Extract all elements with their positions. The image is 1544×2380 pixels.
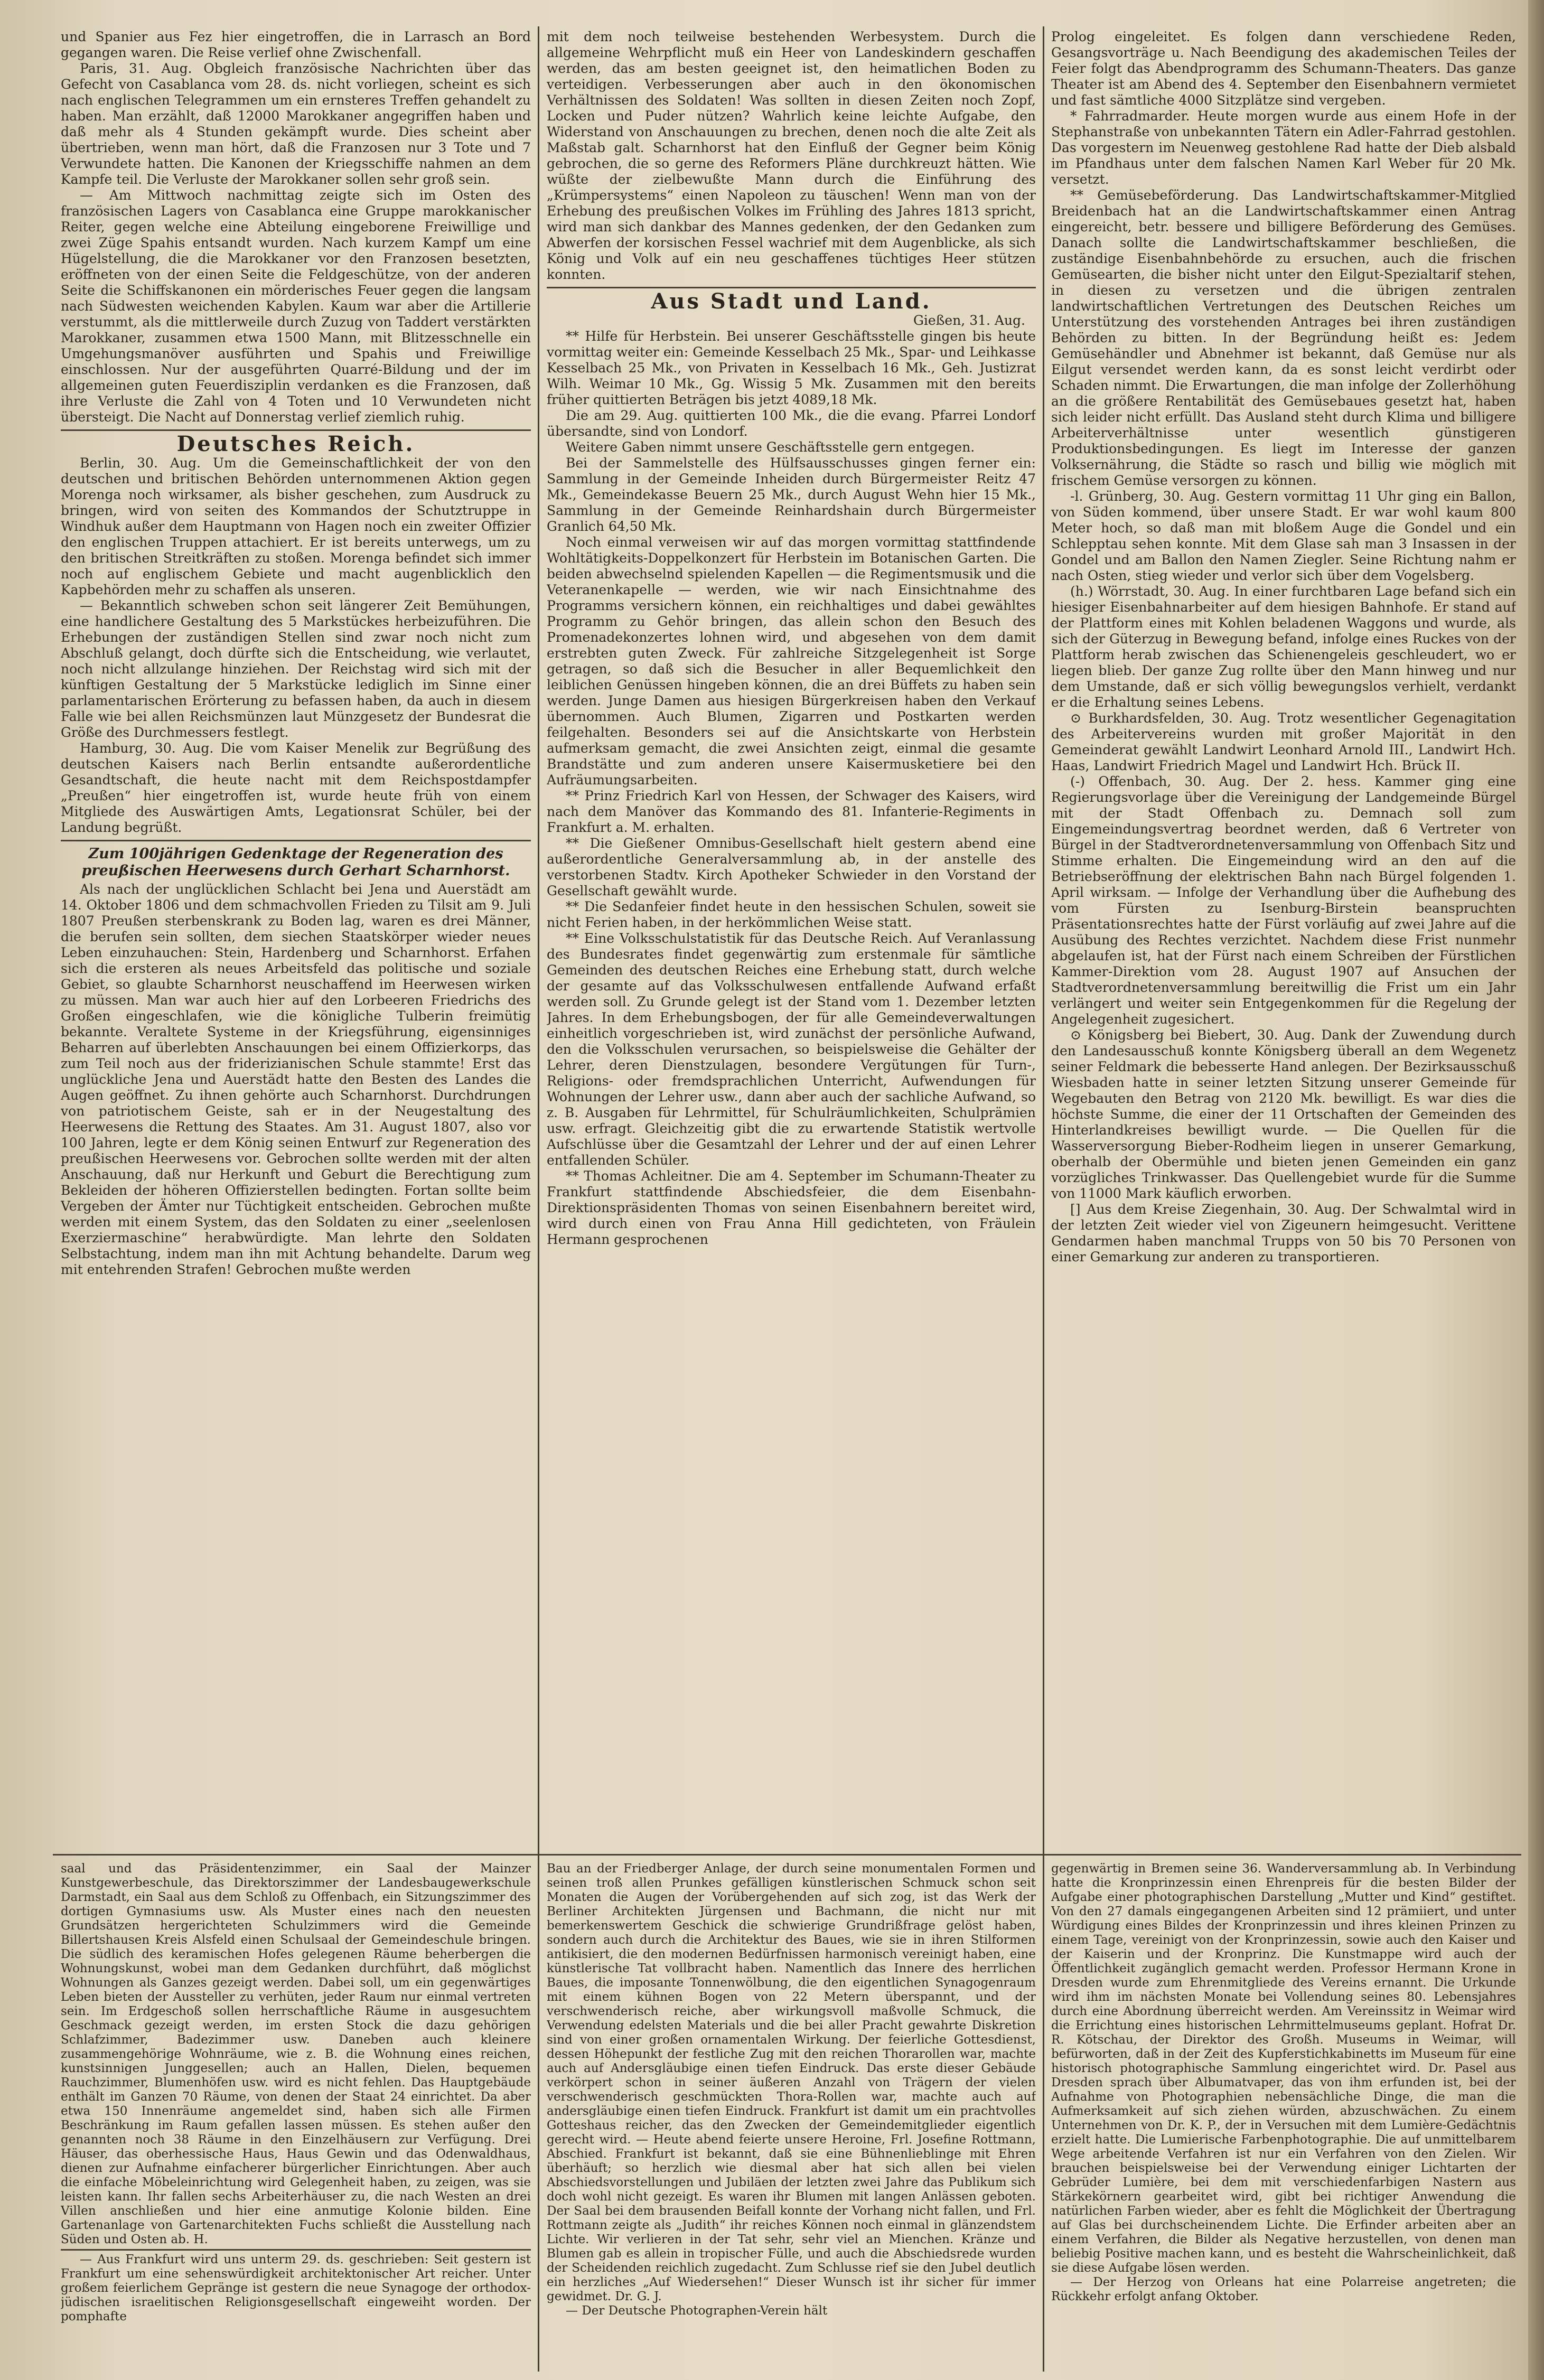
paragraph: gegenwärtig in Bremen seine 36. Wanderversammlung ab. In Verbindung hatte die Kronprinzessin einen Ehrenpreis für die besten Bilder der Aufgabe einer photographischen Darstellung „Mutter und Kind“ gestiftet. Von den 27 damals eingegangenen Arbeiten sind 12 prämiiert, und unter Würdigung eines Bildes der Kronprinzessin und ihres kleinen Prinzen zu einem Tage, vereinigt von der Kronprinzessin, sowie auch den Kaiser und der Kaiserin und der Kronprinz. Die Kunstmappe wird auch der Öffentlichkeit zugänglich gemacht werden. Professor Hermann Krone in Dresden wurde zum Ehrenmitgliede des Vereins ernannt. Die Urkunde wird ihm im nächsten Monate bei Vollendung seines 80. Lebensjahres durch eine Abordnung überreicht werden. Am Vereinssitz in Weimar wird die Errichtung eines historischen Lehrmittelmuseums geplant. Hofrat Dr. R. Kötschau, der Direktor des Großh. Museums in Weimar, will befürworten, daß in der Zeit des Kupferstichkabinetts im Museum für eine historisch photographische Sammlung eingerichtet wird. Dr. Pasel aus Dresden sprach über Albumatvaper, das von ihm erfunden ist, bei der Aufnahme von Photographien nebensächliche Dinge, die man die Aufmerksamkeit auf sich ziehen würden, abzuschwächen. Zu einem Unternehmen von Dr. K. P., der in Versuchen mit dem Lumière-Gedächtnis erzielt hatte. Die Lumierische Farbenphotographie. Die auf unmittelbarem Wege arbeitende Verfahren ist nur ein Verfahren von den Zielen. Wir brauchen beispielsweise bei der Verwendung einiger Lichtarten der Gebrüder Lumière, bei dem mit verschiedenfarbigen Nastern aus Stärkekörnern gearbeitet wird, gibt bei richtiger Anwendung die natürlichen Farben wieder, aber es fehlt die Möglichkeit der Übertragung auf Glas bei durchscheinendem Lichte. Die Erfinder arbeiten aber an einem Verfahren, die Bilder als Negative herzustellen, von denen man beliebig Positive machen kann, und es besteht die Wahrscheinlichkeit, daß sie diese Aufgabe lösen werden.	[1051, 1862, 1516, 2275]
paragraph: ⊙ Burkhardsfelden, 30. Aug. Trotz wesentlicher Gegenagitation des Arbeitervereins wurden mit großer Majorität in den Gemeinderat gewählt Landwirt Leonhard Arnold III., Landwirt Hch. Haas, Landwirt Friedrich Magel und Landwirt Hch. Brück II.	[1051, 710, 1516, 773]
paragraph: ** Hilfe für Herbstein. Bei unserer Geschäftsstelle gingen bis heute vormittag weiter ein: Gemeinde Kesselbach 25 Mk., Spar- und Leihkasse Kesselbach 25 Mk., von Privaten in Kesselbach 16 Mk., Geh. Justizrat Wilh. Weimar 10 Mk., Gg. Wissig 5 Mk. Zusammen mit den bereits früher quittierten Beträgen bis jetzt 4089,18 Mk.	[547, 329, 1036, 407]
paragraph: (h.) Wörrstadt, 30. Aug. In einer furchtbaren Lage befand sich ein hiesiger Eisenbahnarbeiter auf dem hiesigen Bahnhofe. Er stand auf der Plattform eines mit Kohlen beladenen Waggons und wurde, als sich der Güterzug in Bewegung befand, infolge eines Ruckes von der Plattform herab zwischen das Schienengeleis geschleudert, wo er liegen blieb. Der ganze Zug rollte über den Mann hinweg und nur dem Umstande, daß er sich völlig bewegungslos verhielt, verdankt er die Erhaltung seines Lebens.	[1051, 584, 1516, 710]
paragraph: und Spanier aus Fez hier eingetroffen, die in Larrasch an Bord gegangen waren. Die Reise verlief ohne Zwischenfall.	[61, 29, 531, 60]
column-1-upper	[61, 29, 531, 1846]
divider	[61, 429, 531, 431]
paragraph: — Der Deutsche Photographen-Verein hält	[566, 2304, 828, 2318]
paragraph: Weitere Gaben nimmt unsere Geschäftsstelle gern entgegen.	[566, 439, 975, 455]
paragraph: — Am Mittwoch nachmittag zeigte sich im Osten des französischen Lagers von Casablanca eine Gruppe marokkanischer Reiter, gegen welche eine Abteilung eingeborene Freiwillige und zwei Züge Spahis entsandt wurden. Nach kurzem Kampf um eine Hügelstellung, die die Marokkaner vor den Franzosen besetzten, eröffneten von der einen Seite die Feldgeschütze, von der anderen Seite die Schiffskanonen ein mörderisches Feuer gegen die langsam nach Südwesten weichenden Kabylen. Kaum war aber die Artillerie verstummt, als die mittlerweile durch Zuzug von Taddert verstärkten Marokkaner, zusammen etwa 1500 Mann, mit Blitzesschnelle ein Umgehungsmanöver ausführten und Spahis und Freiwillige einschlossen. Nur der ausgeführten Quarré-Bildung und der im allgemeinen guten Feuerdisziplin verdanken es die Franzosen, daß ihre Verluste die Zahl von 4 Toten und 10 Verwundeten nicht übersteigt. Die Nacht auf Donnerstag verlief ziemlich ruhig.	[61, 188, 531, 425]
section-divider	[53, 1854, 1521, 1856]
paragraph: — Aus Frankfurt wird uns unterm 29. ds. geschrieben: Seit gestern ist Frankfurt um eine sehenswürdigkeit architektonischer Art reicher. Unter großem feierlichem Gepränge ist gestern die neue Synagoge der orthodox-jüdischen israelitischen Religionsgesellschaft eingeweiht worden. Der pomphafte	[61, 2253, 531, 2323]
paragraph: — Bekanntlich schweben schon seit längerer Zeit Bemühungen, eine handlichere Gestaltung des 5 Markstückes herbeizuführen. Die Erhebungen der zuständigen Stellen sind zwar noch nicht zum Abschluß gelangt, doch dürfte sich die Entscheidung, wie verlautet, noch nicht allzulange hinziehen. Der Reichstag wird sich mit der künftigen Gestaltung der 5 Markstücke lediglich im Sinne einer parlamentarischen Erörterung zu befassen haben, da auch in diesem Falle wie bei allen Reichsmünzen laut Münzgesetz der Bundesrat die Größe des Durchmessers festlegt.	[61, 598, 531, 740]
paragraph: ** Prinz Friedrich Karl von Hessen, der Schwager des Kaisers, wird nach dem Manöver das Kommando des 81. Infanterie-Regiments in Frankfurt a. M. erhalten.	[547, 788, 1036, 835]
paragraph: Prolog eingeleitet. Es folgen dann verschiedene Reden, Gesangsvorträge u. Nach Beendigung des akademischen Teiles der Feier folgt das Abendprogramm des Schumann-Theaters. Das ganze Theater ist am Abend des 4. September den Eisenbahnern vermietet und fast sämtliche 4000 Sitzplätze sind vergeben.	[1051, 29, 1516, 108]
paragraph: ⊙ Königsberg bei Biebert, 30. Aug. Dank der Zuwendung durch den Landesausschuß konnte Königsberg überall an dem Wegenetz seiner Feldmark die bebesserte Hand anlegen. Der Bezirksausschuß Wiesbaden hatte in seiner letzten Sitzung unserer Gemeinde für Wegebauten den Betrag von 2120 Mk. bewilligt. Es war dies die höchste Summe, die einer der 11 Ortschaften der Gemeinden des Hinterlandkreises bewilligt wurde. — Die Quellen für die Wasserversorgung Bieber-Rodheim liegen in unserer Gemarkung, oberhalb der Obermühle und bieten jenen Gemeinden ein ganz vorzügliches Trinkwasser. Das Quellengebiet wurde für die Summe von 11000 Mark käuflich erworben.	[1051, 1027, 1516, 1201]
page-binding-edge	[1528, 0, 1544, 2380]
divider	[547, 287, 1036, 288]
column-rule-1	[538, 26, 539, 2372]
paragraph: Hamburg, 30. Aug. Die vom Kaiser Menelik zur Begrüßung des deutschen Kaisers nach Berlin entsandte außerordentliche Gesandtschaft, die heute nacht mit dem Reichspostdampfer „Preußen“ hier eingetroffen ist, wurde heute früh von einem Mitgliede des Auswärtigen Amts, Legationsrat Schüler, bei der Landung begrüßt.	[61, 741, 531, 835]
divider	[61, 2249, 531, 2251]
dateline: Gießen, 31. Aug.	[913, 313, 1025, 328]
paragraph: * Fahrradmarder. Heute morgen wurde aus einem Hofe in der Stephanstraße von unbekannten Tätern ein Adler-Fahrrad gestohlen. Das vorgestern im Neuenweg gestohlene Rad hatte der Dieb alsbald im Pfandhaus unter dem falschen Namen Karl Weber für 20 Mk. versetzt.	[1051, 108, 1516, 187]
section-title-deutsches-reich: Deutsches Reich.	[176, 432, 415, 456]
column-3-upper	[1051, 29, 1516, 1846]
column-1-lower	[61, 1862, 531, 2372]
paragraph: Paris, 31. Aug. Obgleich französische Nachrichten über das Gefecht von Casablanca vom 28. ds. nicht vorliegen, scheint es sich nach englischen Telegrammen um ein ernsteres Treffen gehandelt zu haben. Man erzählt, daß 12000 Marokkaner angegriffen haben und daß mehr als 4 Stunden gekämpft wurde. Dies scheint aber übertrieben, wenn man hört, daß die Franzosen nur 3 Tote und 7 Verwundete hatten. Die Kanonen der Kriegsschiffe nahmen an dem Kampfe teil. Die Verluste der Marokkaner sollen sehr groß sein.	[61, 61, 531, 187]
paragraph: ** Die Sedanfeier findet heute in den hessischen Schulen, soweit sie nicht Ferien haben, in der herkömmlichen Weise statt.	[547, 899, 1036, 930]
divider	[61, 840, 531, 841]
paragraph: ** Die Gießener Omnibus-Gesellschaft hielt gestern abend eine außerordentliche Generalversammlung ab, in der anstelle des verstorbenen Stadtv. Kirch Apotheker Schwieder in den Vorstand der Gesellschaft gewählt wurde.	[547, 836, 1036, 898]
article-title-scharnhorst: Zum 100jährigen Gedenktage der Regeneration des preußischen Heerwesens durch Gerhart Scharnhorst.	[81, 846, 510, 879]
paragraph: (-) Offenbach, 30. Aug. Der 2. hess. Kammer ging eine Regierungsvorlage über die Vereinigung der Landgemeinde Bürgel mit der Stadt Offenbach zu. Demnach soll zum Eingemeindungsvertrag beordnet werden, daß 6 Vertreter von Bürgel in der Stadtverordnetenversammlung von Offenbach Sitz und Stimme erhalten. Die Eingemeindung wird an den auf die Betriebseröffnung der elektrischen Bahn nach Bürgel folgenden 1. April wirksam. — Infolge der Verhandlung über die Aufhebung des vom Fürsten zu Isenburg-Birstein beanspruchten Präsentationsrechtes hatte der Fürst vorläufig auf zwei Jahre auf die Ausübung des Rechtes verzichtet. Nachdem diese Frist nunmehr abgelaufen ist, hat der Fürst nach einem Schreiben der Fürstlichen Kammer-Direktion vom 28. August 1907 auf Ansuchen der Stadtverordnetenversammlung bereitwillig die Frist um ein Jahr verlängert und weiter sein Entgegenkommen für die Regelung der Angelegenheit zugesichert.	[1051, 774, 1516, 1027]
paragraph: Als nach der unglücklichen Schlacht bei Jena und Auerstädt am 14. Oktober 1806 und dem schmachvollen Frieden zu Tilsit am 9. Juli 1807 Preußen sterbenskrank zu Boden lag, waren es drei Männer, die berufen sein sollten, dem siechen Staatskörper wieder neues Leben einzuhauchen: Stein, Hardenberg und Scharnhorst. Erfahen sich die ersteren als neues Arbeitsfeld das politische und soziale Gebiet, so glaubte Scharnhorst neuschaffend im Heerwesen wirken zu müssen. Man war auch hier auf den Lorbeeren Friedrichs des Großen eingeschlafen, wie die königliche Tulberin freimütig bekannte. Veraltete Systeme in der Kriegsführung, eigensinniges Beharren auf überlebten Anschauungen bei einem Offizierkorps, das zum Teil noch aus der friderizianischen Schule stammte! Erst das unglückliche Jena und Auerstädt hatte den Besten des Landes die Augen geöffnet. Zu ihnen gehörte auch Scharnhorst. Durchdrungen von patriotischem Geiste, sah er in der Neugestaltung des Heerwesens die Rettung des Staates. Am 31. August 1807, also vor 100 Jahren, legte er dem König seinen Entwurf zur Regeneration des preußischen Heerwesens vor. Gebrochen sollte werden mit der alten Anschauung, daß nur Herkunft und Geburt die Berechtigung zum Bekleiden der höheren Offizierstellen bedingten. Fortan sollte beim Vergeben der Ämter nur Tüchtigkeit entscheiden. Gebrochen mußte werden mit einem System, das den Soldaten zu einer „seelenlosen Exerziermaschine“ herabwürdigte. Man lehrte den Soldaten Selbstachtung, indem man ihn mit Achtung behandelte. Darum weg mit entehrenden Strafen! Gebrochen mußte werden	[61, 882, 531, 1277]
paragraph: ** Thomas Achleitner. Die am 4. September im Schumann-Theater zu Frankfurt stattfindende Abschiedsfeier, die dem Eisenbahn-Direktionspräsidenten Thomas von seinen Eisenbahnern bereitet wird, wird durch einen von Frau Anna Hill gedichteten, von Fräulein Hermann gesprochenen	[547, 1168, 1036, 1247]
section-title-stadt-und-land: Aus Stadt und Land.	[651, 289, 932, 314]
paragraph: Noch einmal verweisen wir auf das morgen vormittag stattfindende Wohltätigkeits-Doppelkonzert für Herbstein im Botanischen Garten. Die beiden abwechselnd spielenden Kapellen — die Regimentsmusik und die Veteranenkapelle — werden, wie wir nach Einsichtnahme des Programms versichern können, ein reichhaltiges und dabei gewähltes Programm zu Gehör bringen, das allein schon den Besuch des Promenadekonzertes lohnen wird, und abgesehen von dem damit erstrebten guten Zweck. Für zahlreiche Sitzgelegenheit ist Sorge getragen, so daß sich die Besucher in aller Bequemlichkeit den leiblichen Genüssen hingeben können, die an drei Büffets zu haben sein werden. Junge Damen aus hiesigen Bürgerkreisen haben den Verkauf übernommen. Auch Blumen, Zigarren und Postkarten werden feilgehalten. Besonders sei auf die Ansichtskarte von Herbstein aufmerksam gemacht, die zwei Ansichten zeigt, einmal die gesamte Brandstätte und zum anderen unsere Kaisermusketiere bei den Aufräumungsarbeiten.	[547, 535, 1036, 788]
column-2-lower	[547, 1862, 1036, 2372]
paragraph: — Der Herzog von Orleans hat eine Polarreise angetreten; die Rückkehr erfolgt anfang Oktober.	[1051, 2275, 1516, 2303]
column-3-lower	[1051, 1862, 1516, 2372]
paragraph: ** Gemüsebeförderung. Das Landwirtschaftskammer-Mitglied Breidenbach hat an die Landwirtschaftskammer einen Antrag eingereicht, betr. bessere und billigere Beförderung des Gemüses. Danach sollte die Landwirtschaftskammer beschließen, die zuständige Eisenbahnbehörde zu ersuchen, auch die frischen Gemüsearten, die bisher nicht unter den Eilgut-Spezialtarif stehen, in diesen zu versetzen und die übrigen zentralen landwirtschaftlichen Vertretungen des Deutschen Reiches um Unterstützung des vorstehenden Antrages bei ihren zuständigen Behörden zu bitten. In der Begründung heißt es: Jedem Gemüsehändler und Abnehmer ist bekannt, daß Gemüse nur als Eilgut versendet werden kann, da es sonst leicht verdirbt oder Schaden nimmt. Die Erwartungen, die man infolge der Zollerhöhung an die größere Rentabilität des Gemüsebaues gesetzt hat, haben sich leider nicht erfüllt. Das Ausland steht durch Klima und billigere Arbeiterverhältnisse unter wesentlich günstigeren Produktionsbedingungen. Es liegt im Interesse der ganzen Volksernährung, die Städte so rasch und billig wie möglich mit frischem Gemüse versorgen zu können.	[1051, 188, 1516, 488]
paragraph: Bei der Sammelstelle des Hülfsausschusses gingen ferner ein: Sammlung in der Gemeinde Inheiden durch Bürgermeister Reitz 47 Mk., Gemeindekasse Beuern 25 Mk., durch August Wehn hier 15 Mk., Sammlung in der Gemeinde Reinhardshain durch Bürgermeister Granlich 64,50 Mk.	[547, 455, 1036, 534]
paragraph: ** Eine Volksschulstatistik für das Deutsche Reich. Auf Veranlassung des Bundesrates findet gegenwärtig zum erstenmale für sämtliche Gemeinden des deutschen Reiches eine Erhebung statt, durch welche der gesamte auf das Volksschulwesen entfallende Aufwand erfaßt werden soll. Zu Grunde gelegt ist der Stand vom 1. Dezember letzten Jahres. In dem Erhebungsbogen, der für alle Gemeindeverwaltungen einheitlich vorgeschrieben ist, wird zunächst der persönliche Aufwand, den die Volksschulen verursachen, so beispielsweise die Gehälter der Lehrer, deren Dienstzulagen, besondere Vergütungen für Turn-, Religions- oder fremdsprachlichen Unterricht, Aufwendungen für Wohnungen der Lehrer usw., dann aber auch der sachliche Aufwand, so z. B. Ausgaben für Lehrmittel, für Schulräumlichkeiten, Schulprämien usw. erfragt. Gleichzeitig gibt die zu erwartende Statistik wertvolle Aufschlüsse über die Gesamtzahl der Lehrer und der auf einen Lehrer entfallenden Schüler.	[547, 931, 1036, 1168]
paragraph: Bau an der Friedberger Anlage, der durch seine monumentalen Formen und seinen troß allen Prunkes gefälligen künstlerischen Schmuck schon seit Monaten die Augen der Vorübergehenden auf sich zog, ist das Werk der Berliner Architekten Jürgensen und Bachmann, die nicht nur mit bemerkenswertem Geschick die schwierige Grundrißfrage gelöst haben, sondern auch durch die Architektur des Baues, wie sie in ihren Stilformen antikisiert, die den modernen Bedürfnissen harmonisch vereinigt haben, eine künstlerische Tat vollbracht haben. Namentlich das Innere des herrlichen Baues, die imposante Tonnenwölbung, die den eigentlichen Synagogenraum mit einem kühnen Bogen von 22 Metern überspannt, und der verschwenderisch reiche, aber wirkungsvoll maßvolle Schmuck, die Verwendung edelsten Materials und die bei aller Pracht gewahrte Diskretion sind von einer großen ornamentalen Wirkung. Der feierliche Gottesdienst, dessen Höhepunkt der festliche Zug mit den reichen Thorarollen war, machte auch auf Andersgläubige einen tiefen Eindruck. Das erste dieser Gebäude verkörpert schon in seiner äußeren Anzahl von Trägern der vielen verschwenderisch geschmückten Thora-Rollen war, machte auch auf andersgläubige einen tiefen Eindruck. Frankfurt ist damit um ein prachtvolles Gotteshaus reicher, das den Zwecken der Gemeindemitglieder eigentlich gerecht wird. — Heute abend feierte unsere Heroine, Frl. Josefine Rottmann, Abschied. Frankfurt ist bekannt, daß sie eine Bühnenlieblinge mit Ehren überhäuft; so herzlich wie diesmal aber hat sich allen bei vielen Abschiedsvorstellungen und Jubiläen der letzten zwei Jahre das Publikum sich doch wohl nicht gezeigt. Es waren ihr Blumen mit langen Anlässen geboten. Der Saal bei dem brausenden Beifall konnte der Vorhang nicht fallen, und Frl. Rottmann zeigte als „Judith“ ihr reiches Können noch einmal in glänzendstem Lichte. Wir verlieren in der Tat sehr, sehr viel an Mienchen. Kränze und Blumen gab es allein in tropischer Fülle, und auch die Abschiedsrede wurden der Scheidenden reichlich zugedacht. Zum Schlusse rief sie den Jubel deutlich ein herzliches „Auf Wiedersehen!“ Dieser Wunsch ist ihr sicher für immer gewidmet. Dr. G. J.	[547, 1862, 1036, 2303]
paragraph: -l. Grünberg, 30. Aug. Gestern vormittag 11 Uhr ging ein Ballon, von Süden kommend, über unsere Stadt. Er war wohl kaum 800 Meter hoch, so daß man mit bloßem Auge die Gondel und ein Schlepptau sehen konnte. Mit dem Glase sah man 3 Insassen in der Gondel und am Ballon den Namen Ziegler. Seine Richtung nahm er nach Osten, stieg wieder und verlor sich über dem Vogelsberg.	[1051, 489, 1516, 583]
paragraph: [] Aus dem Kreise Ziegenhain, 30. Aug. Der Schwalmtal wird in der letzten Zeit wieder viel von Zigeunern heimgesucht. Verittene Gendarmen haben manchmal Trupps von 50 bis 70 Personen von einer Gemarkung zur anderen zu transportieren.	[1051, 1202, 1516, 1264]
paragraph: saal und das Präsidentenzimmer, ein Saal der Mainzer Kunstgewerbeschule, das Direktorszimmer der Landesbaugewerkschule Darmstadt, ein Saal aus dem Schloß zu Offenbach, ein Sitzungszimmer des dortigen Gymnasiums usw. Als Muster eines nach den neuesten Grundsätzen hergerichteten Schulzimmers wird die Gemeinde Billertshausen Kreis Alsfeld einen Schulsaal der Gemeindeschule bringen. Die südlich des keramischen Hofes gelegenen Räume beherbergen die Wohnungskunst, wobei man dem Gedanken durchführt, daß möglichst Wohnungen als Ganzes gezeigt werden. Dabei soll, um ein gegenwärtiges Leben bieten der Aussteller zu verhüten, jeder Raum nur einmal vertreten sein. Im Erdgeschoß sollen herrschaftliche Räume in ausgesuchtem Geschmack gezeigt werden, im ersten Stock die dazu gehörigen Schlafzimmer, Badezimmer usw. Daneben auch kleinere zusammengehörige Wohnräume, wie z. B. die Wohnung eines reichen, kunstsinnigen Junggesellen; auch an Hallen, Dielen, bequemen Rauchzimmer, Blumenhöfen usw. wird es nicht fehlen. Das Hauptgebäude enthält im Ganzen 70 Räume, von denen der Staat 24 einrichtet. Da aber etwa 150 Innenräume angemeldet sind, haben sich alle Firmen Beschränkung im Raum gefallen lassen müssen. Es stehen außer den genannten noch 38 Räume in den Einzelhäusern zur Verfügung. Drei Häuser, das oberhessische Haus, Haus Gewin und das Odenwaldhaus, dienen zur Aufnahme einfacherer bürgerlicher Einrichtungen. Aber auch die einfache Möbeleinrichtung wird Gelegenheit haben, zu zeigen, was sie leisten kann. Ihr fallen sechs Arbeiterhäuser zu, die nach Westen an drei Villen anschließen und hier eine anmutige Kolonie bilden. Eine Gartenanlage von Gartenarchitekten Fuchs schließt die Ausstellung nach Süden und Osten ab. H.	[61, 1862, 531, 2246]
paragraph: Berlin, 30. Aug. Um die Gemeinschaftlichkeit der von den deutschen und britischen Behörden unternommenen Aktion gegen Morenga noch wirksamer, als bisher geschehen, zum Ausdruck zu bringen, wird von seiten des Kommandos der Schutztruppe in Windhuk außer dem Hauptmann von Hagen noch ein zweiter Offizier den englischen Truppen attachiert. Er ist bereits unterwegs, um zu den britischen Streitkräften zu stoßen. Morenga befindet sich immer noch auf englischem Gebiete und macht augenblicklich den Kapbehörden mehr zu schaffen als unseren.	[61, 455, 531, 597]
paragraph: mit dem noch teilweise bestehenden Werbesystem. Durch die allgemeine Wehrpflicht muß ein Heer von Landeskindern geschaffen werden, das am besten geeignet ist, den heimatlichen Boden zu verteidigen. Verbesserungen aber auch in den ökonomischen Verhältnissen des Soldaten! Was sollten in diesen Zeiten noch Zopf, Locken und Puder nützen? Wahrlich keine leichte Aufgabe, den Widerstand von Anschauungen zu brechen, denen noch die alte Zeit als Maßstab galt. Scharnhorst hat den Einfluß der Gegner beim König gebrochen, die so gerne des Reformers Pläne durchkreuzt hätten. Wie wüßte der zielbewußte Mann durch die Einführung des „Krümpersystems“ einen Napoleon zu täuschen! Wenn man von der Erhebung des preußischen Volkes im Frühling des Jahres 1813 spricht, wird man sich dankbar des Mannes gedenken, der den Gedanken zum Abwerfen der korsischen Fessel wachrief mit dem Augenblicke, als sich König und Volk auf ein neu geschaffenes tüchtiges Heer stützen konnten.	[547, 29, 1036, 282]
column-2-upper	[547, 29, 1036, 1846]
column-rule-2	[1043, 26, 1044, 2372]
paragraph: Die am 29. Aug. quittierten 100 Mk., die die evang. Pfarrei Londorf übersandte, sind von Londorf.	[547, 408, 1036, 439]
